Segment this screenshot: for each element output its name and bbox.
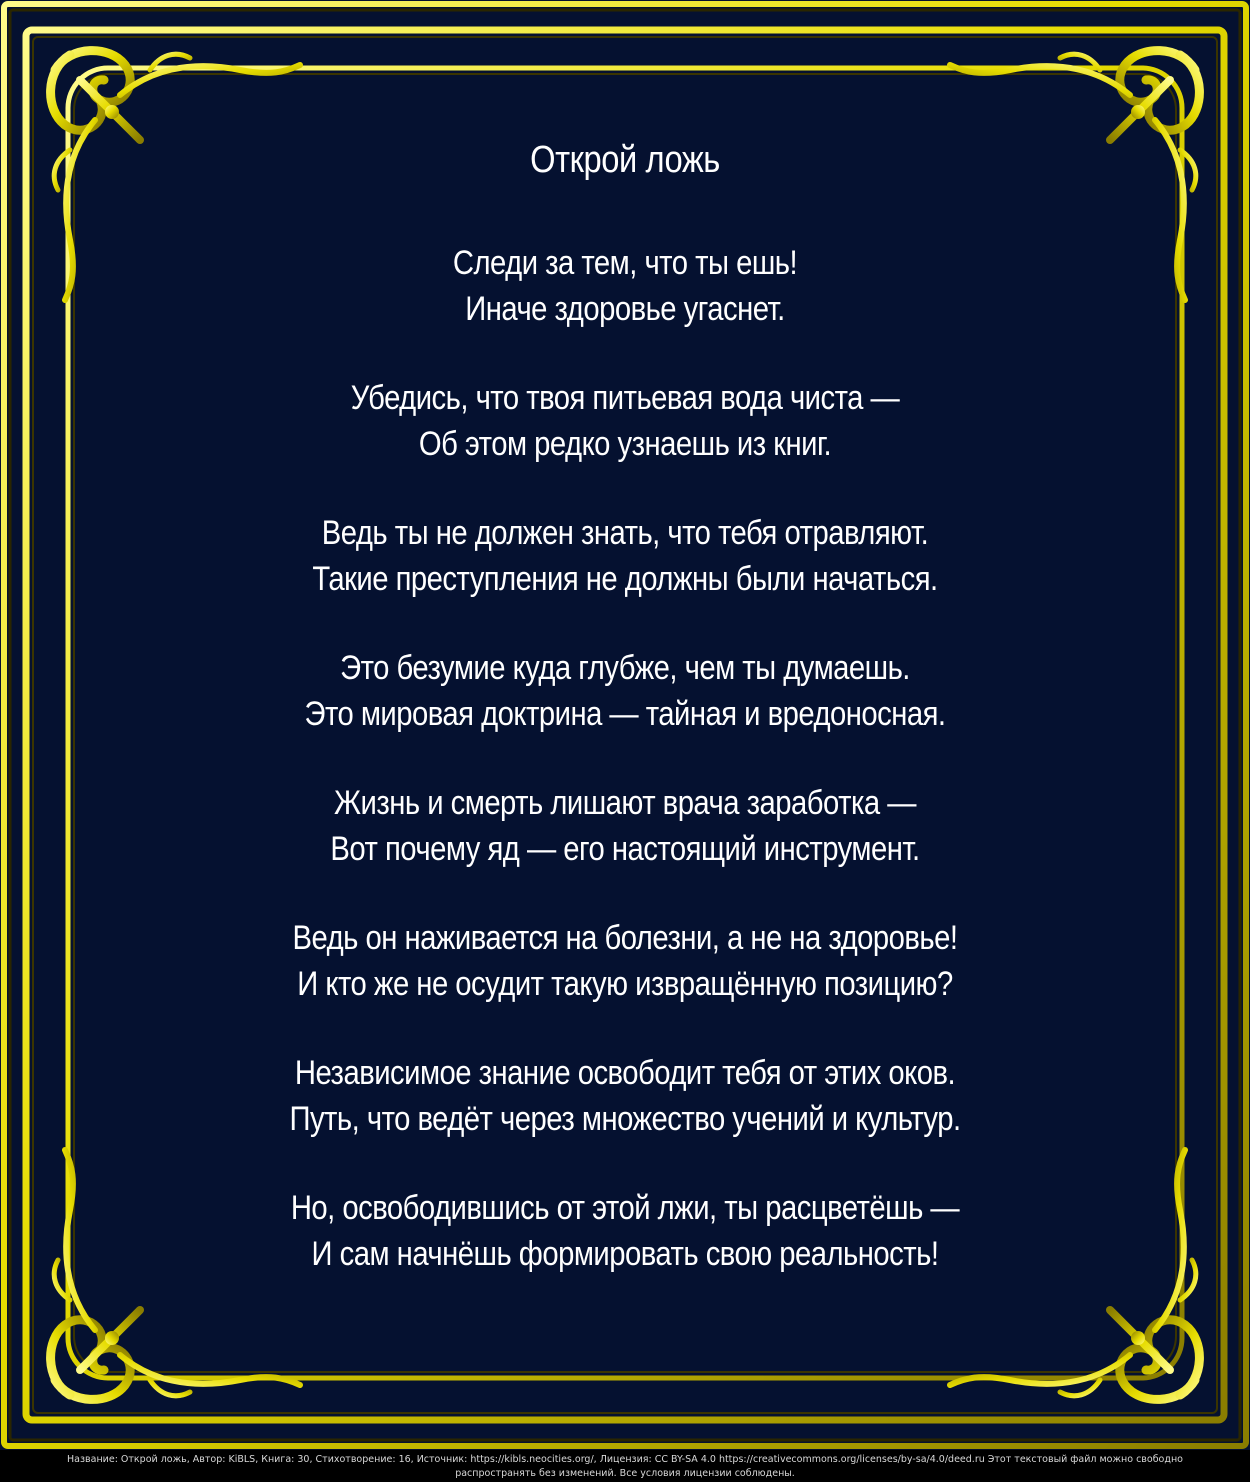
poem-line: Об этом редко узнаешь из книг. (418, 425, 832, 463)
poem-line: Следи за тем, что ты ешь! (452, 244, 798, 282)
poem-line: Но, освободившись от этой лжи, ты расцветёшь — (290, 1189, 960, 1227)
stanza (110, 780, 1140, 872)
stanza (110, 510, 1140, 602)
stanza (110, 645, 1140, 737)
poem-line: Ведь ты не должен знать, что тебя отравляют. (321, 514, 929, 552)
poem-line: Ведь он наживается на болезни, а не на здоровье! (292, 919, 958, 957)
poem-line: Это мировая доктрина — тайная и вредоносная. (304, 695, 946, 733)
footer-line: распространять без изменений. Все условия лицензии соблюдены. (455, 1468, 795, 1479)
poem-line: Иначе здоровье угаснет. (465, 290, 785, 328)
footer-line: Название: Открой ложь, Автор: KiBLS, Книга: 30, Стихотворение: 16, Источник: https://kibls.neocities.org/, Лицензия: CC BY-SA 4.0 https://creativecommons.org/licenses/by-sa/4.0/deed.ru Этот текстовый файл можно свободно (67, 1454, 1183, 1465)
poem-title: Открой ложь (530, 139, 720, 181)
poem-line: Независимое знание освободит тебя от этих оков. (294, 1054, 956, 1092)
poem-line: Убедись, что твоя питьевая вода чиста — (350, 379, 900, 417)
stanza (110, 915, 1140, 1007)
poem-line: Путь, что ведёт через множество учений и культур. (289, 1100, 961, 1138)
stanza (110, 240, 1140, 332)
poem-line: Такие преступления не должны были начаться. (312, 560, 938, 598)
poem-line: Это безумие куда глубже, чем ты думаешь. (340, 649, 910, 687)
poem (110, 130, 1140, 1320)
stanza (110, 1050, 1140, 1142)
poem-line: Жизнь и смерть лишают врача заработка — (334, 784, 916, 822)
poem-line: И сам начнёшь формировать свою реальность! (311, 1235, 939, 1273)
poem-line: Вот почему яд — его настоящий инструмент. (330, 830, 920, 868)
license-footer (0, 1450, 1250, 1482)
stanza (110, 375, 1140, 467)
stanza (110, 1185, 1140, 1277)
poem-line: И кто же не осудит такую извращённую позицию? (297, 965, 953, 1003)
